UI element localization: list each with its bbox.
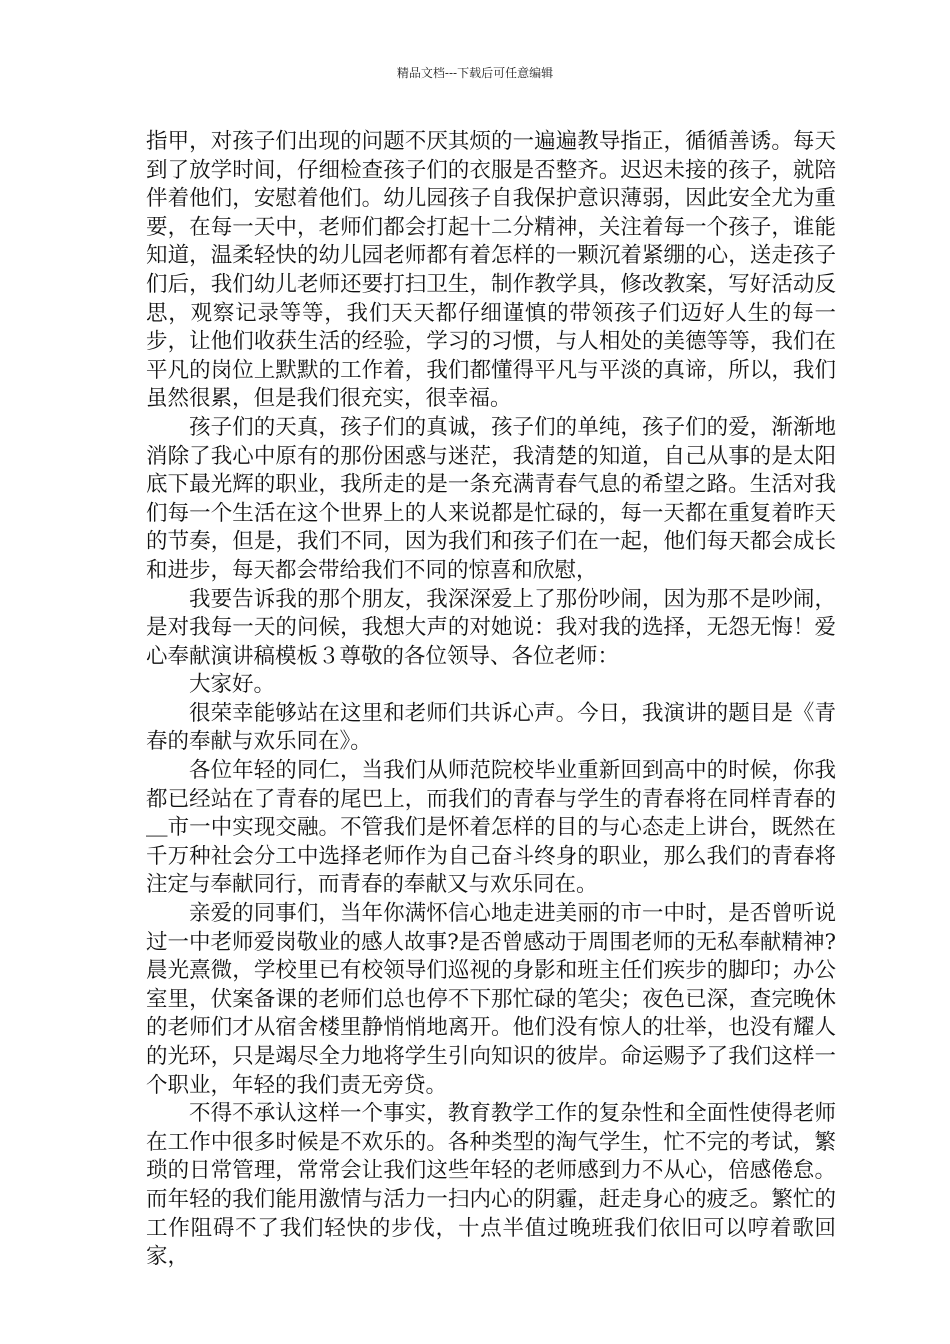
paragraph: 各位年轻的同仁，当我们从师范院校毕业重新回到高中的时候，你我都已经站在了青春的尾巴上，而我们的青春与学生的青春将在同样青春的＿市一中实现交融。不管我们是怀着怎样的目的与心态走上讲台，既然在千万种社会分工中选择老师作为自己奋斗终身的职业，那么我们的青春将注定与奉献同行，而青春的奉献又与欢乐同在。 (146, 758, 836, 898)
paragraph: 我要告诉我的那个朋友，我深深爱上了那份吵闹，因为那不是吵闹，是对我每一天的问候，我想大声的对她说：我对我的选择，无怨无悔！爱心奉献演讲稿模板３尊敬的各位领导、各位老师： (146, 586, 836, 669)
paragraph: 大家好。 (189, 672, 276, 698)
document-body (146, 128, 836, 1272)
paragraph: 亲爱的同事们，当年你满怀信心地走进美丽的市一中时，是否曾听说过一中老师爱岗敬业的感人故事?是否曾感动于周围老师的无私奉献精神?晨光熹微，学校里已有校领导们巡视的身影和班主任们疾步的脚印；办公室里，伏案备课的老师们总也停不下那忙碌的笔尖；夜色已深，查完晚休的老师们才从宿舍楼里静悄悄地离开。他们没有惊人的壮举，也没有耀人的光环，只是竭尽全力地将学生引向知识的彼岸。命运赐予了我们这样一个职业，年轻的我们责无旁贷。 (146, 901, 836, 1098)
paragraph: 孩子们的天真，孩子们的真诚，孩子们的单纯，孩子们的爱，渐渐地消除了我心中原有的那份困惑与迷茫，我清楚的知道，自己从事的是太阳底下最光辉的职业，我所走的是一条充满青春气息的希望之路。生活对我们每一个生活在这个世界上的人来说都是忙碌的，每一天都在重复着昨天的节奏，但是，我们不同，因为我们和孩子们在一起，他们每天都会成长和进步，每天都会带给我们不同的惊喜和欣慰， (146, 414, 836, 583)
paragraph: 指甲，对孩子们出现的问题不厌其烦的一遍遍教导指正，循循善诱。每天到了放学时间，仔细检查孩子们的衣服是否整齐。迟迟未接的孩子，就陪伴着他们，安慰着他们。幼儿园孩子自我保护意识薄弱，因此安全尤为重要，在每一天中，老师们都会打起十二分精神，关注着每一个孩子，谁能知道，温柔轻快的幼儿园老师都有着怎样的一颗沉着紧绷的心，送走孩子们后，我们幼儿老师还要打扫卫生，制作教学具，修改教案，写好活动反思，观察记录等等，我们天天都仔细谨慎的带领孩子们迈好人生的每一步，让他们收获生活的经验，学习的习惯，与人相处的美德等等，我们在平凡的岗位上默默的工作着，我们都懂得平凡与平淡的真谛，所以，我们虽然很累，但是我们很充实，很幸福。 (146, 129, 836, 412)
paragraph: 不得不承认这样一个事实，教育教学工作的复杂性和全面性使得老师在工作中很多时候是不欢乐的。各种类型的淘气学生，忙不完的考试，繁琐的日常管理，常常会让我们这些年轻的老师感到力不从心，倍感倦怠。而年轻的我们能用激情与活力一扫内心的阴霾，赶走身心的疲乏。繁忙的工作阻碍不了我们轻快的步伐，十点半值过晚班我们依旧可以哼着歌回家， (146, 1101, 836, 1270)
paragraph: 很荣幸能够站在这里和老师们共诉心声。今日，我演讲的题目是《青春的奉献与欢乐同在》。 (146, 700, 836, 755)
page-header: 精品文档---下载后可任意编辑 (396, 66, 554, 80)
